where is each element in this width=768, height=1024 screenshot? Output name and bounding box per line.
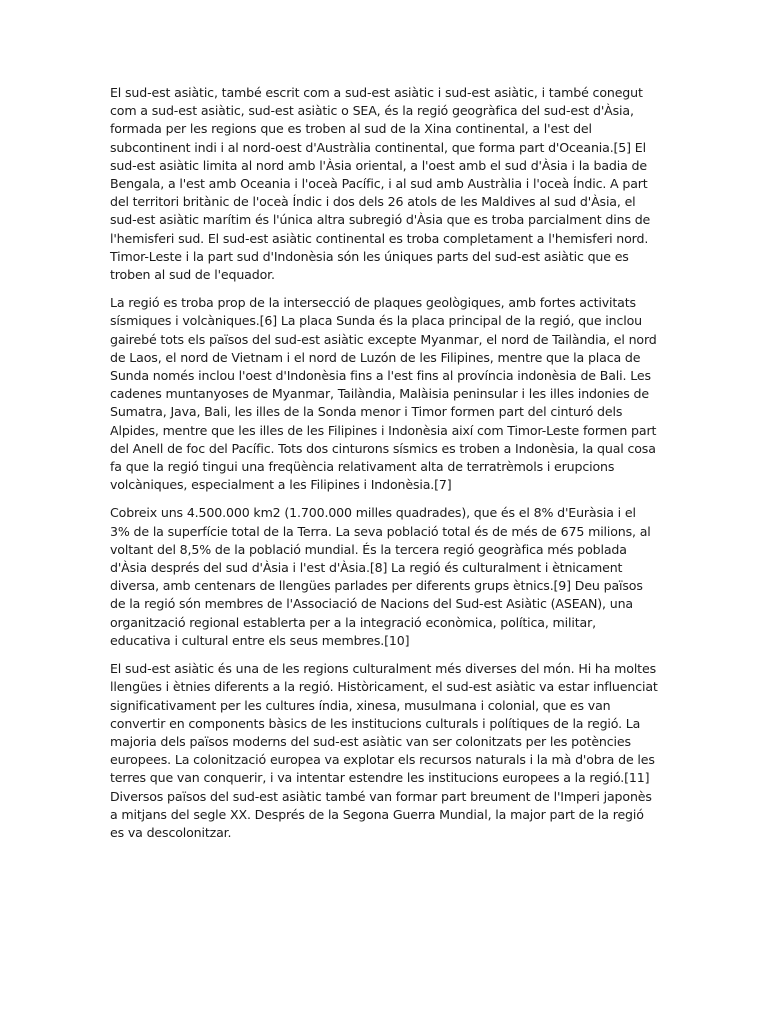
paragraph-1: El sud-est asiàtic, també escrit com a sud-est asiàtic i sud-est asiàtic, i també conegut com a sud-est asiàtic, sud-est asiàtic o SEA, és la regió geogràfica del sud-est d'Àsia, formada per les regions que es troben al sud de la Xina continental, a l'est del subcontinent indi i al nord-oest d'Austràlia continental, que forma part d'Oceania.[5] El sud-est asiàtic limita al nord amb l'Àsia oriental, a l'oest amb el sud d'Àsia i la badia de Bengala, a l'est amb Oceania i l'oceà Pacífic, i al sud amb Austràlia i l'oceà Índic. A part del territori britànic de l'oceà Índic i dos dels 26 atols de les Maldives al sud d'Àsia, el sud-est asiàtic marítim és l'única altra subregió d'Àsia que es troba parcialment dins de l'hemisferi sud. El sud-est asiàtic continental es troba completament a l'hemisferi nord. Timor-Leste i la part sud d'Indonèsia són les úniques parts del sud-est asiàtic que es troben al sud de l'equador. [110,85,651,283]
paragraph-4: El sud-est asiàtic és una de les regions culturalment més diverses del món. Hi ha moltes llengües i ètnies diferents a la regió. Històricament, el sud-est asiàtic va estar influenciat significativament per les cultures índia, xinesa, musulmana i colonial, que es van convertir en components bàsics de les institucions culturals i polítiques de la regió. La majoria dels països moderns del sud-est asiàtic van ser colonitzats per les potències europees. La colonització europea va explotar els recursos naturals i la mà d'obra de les terres que van conquerir, i va intentar estendre les institucions europees a la regió.[11] Diversos països del sud-est asiàtic també van formar part breument de l'Imperi japonès a mitjans del segle XX. Després de la Segona Guerra Mundial, la major part de la regió es va descolonitzar. [110,661,658,840]
paragraph-3: Cobreix uns 4.500.000 km2 (1.700.000 milles quadrades), que és el 8% d'Euràsia i el 3% de la superfície total de la Terra. La seva població total és de més de 675 milions, al voltant del 8,5% de la població mundial. És la tercera regió geogràfica més poblada d'Àsia després del sud d'Àsia i l'est d'Àsia.[8] La regió és culturalment i ètnicament diversa, amb centenars de llengües parlades per diferents grups ètnics.[9] Deu països de la regió són membres de l'Associació de Nacions del Sud-est Asiàtic (ASEAN), una organització regional establerta per a la integració econòmica, política, militar, educativa i cultural entre els seus membres.[10] [110,505,651,648]
paragraph-2: La regió es troba prop de la intersecció de plaques geològiques, amb fortes activitats sísmiques i volcàniques.[6] La placa Sunda és la placa principal de la regió, que inclou gairebé tots els països del sud-est asiàtic excepte Myanmar, el nord de Tailàndia, el nord de Laos, el nord de Vietnam i el nord de Luzón de les Filipines, mentre que la placa de Sunda només inclou l'oest d'Indonèsia fins a l'est fins al província indonèsia de Bali. Les cadenes muntanyoses de Myanmar, Tailàndia, Malàisia peninsular i les illes indonies de Sumatra, Java, Bali, les illes de la Sonda menor i Timor formen part del cinturó dels Alpides, mentre que les illes de les Filipines i Indonèsia així com Timor-Leste formen part del Anell de foc del Pacífic. Tots dos cinturons sísmics es troben a Indonèsia, la qual cosa fa que la regió tingui una freqüència relativament alta de terratrèmols i erupcions volcàniques, especialment a les Filipines i Indonèsia.[7] [110,295,657,493]
document-body [110,84,658,852]
